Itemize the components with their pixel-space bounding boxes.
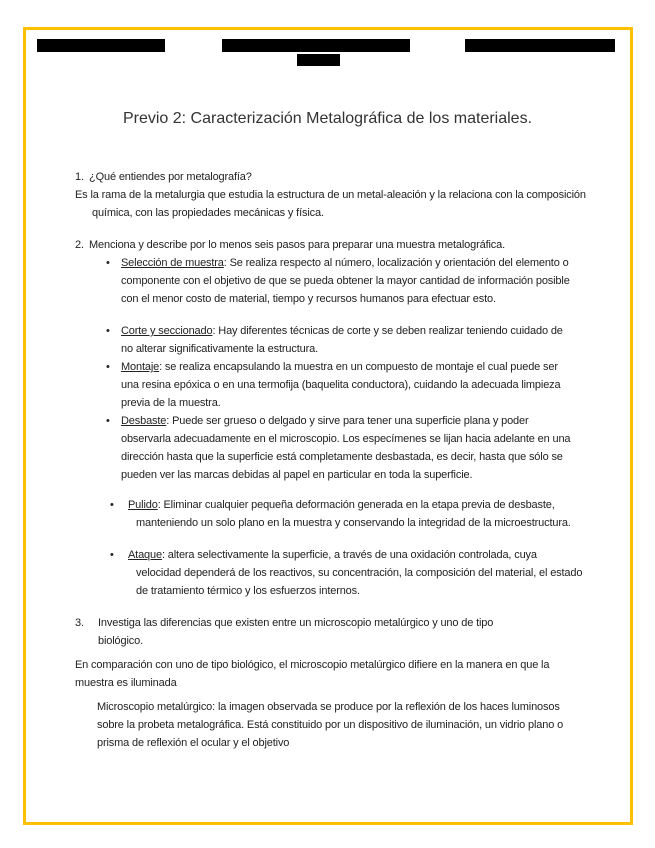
list-item — [128, 546, 584, 600]
q1-number: 1. — [75, 171, 84, 183]
redacted-block — [465, 39, 615, 52]
bullet-icon: • — [106, 325, 110, 337]
q1-question: ¿Qué entiendes por metalografía? — [89, 171, 252, 183]
q3-answer: En comparación con uno de tipo biológico, el microscopio metalúrgico difiere en la manera en que la muestra es iluminada — [75, 659, 550, 689]
list-item — [128, 496, 584, 532]
q2-question: Menciona y describe por lo menos seis pasos para preparar una muestra metalográfica. — [89, 239, 506, 251]
step-term: Ataque — [128, 549, 162, 561]
redacted-block — [37, 39, 165, 52]
step-term: Corte y seccionado — [121, 325, 213, 337]
q3-question: Investiga las diferencias que existen entre un microscopio metalúrgico y uno de tipo biológico. — [98, 617, 494, 647]
list-item — [121, 412, 573, 484]
step-text: : Hay diferentes técnicas de corte y se deben realizar teniendo cuidado de no alterar significativamente la estructura. — [121, 325, 563, 355]
q1-answer: Es la rama de la metalurgia que estudia la estructura de un metal-aleación y la relaciona con la composición química, con las propiedades mecánicas y física. — [75, 189, 586, 219]
bullet-icon: • — [106, 361, 110, 373]
bullet-icon: • — [106, 415, 110, 427]
step-text: : se realiza encapsulando la muestra en un compuesto de montaje el cual puede ser una resina epóxica o en una termofija (baquelita conductora), cuidando la adecuada limpieza previa de la muestra. — [121, 361, 561, 409]
q3-number: 3. — [75, 617, 84, 629]
bullet-icon: • — [110, 549, 114, 561]
step-text: : Se realiza respecto al número, localización y orientación del elemento o componente con el objetivo de que se pueda obtener la mayor cantidad de información posible con el menor costo de material, tiempo y recursos humanos para efectuar esto. — [121, 257, 570, 305]
redacted-block — [297, 54, 340, 66]
step-text: : Puede ser grueso o delgado y sirve para tener una superficie plana y poder observarla adecuadamente en el microscopio. Los especímenes se lijan hacia adelante en una dirección hasta que la superficie está completamente desbastada, es decir, hasta que sólo se pueden ver las marcas debidas al papel en particular en toda la superficie. — [121, 415, 571, 481]
step-term: Desbaste — [121, 415, 167, 427]
redacted-block — [222, 39, 410, 52]
list-item — [121, 322, 571, 358]
document-title: Previo 2: Caracterización Metalográfica de los materiales. — [122, 110, 533, 127]
q3-detail: Microscopio metalúrgico: la imagen observada se produce por la reflexión de los haces luminosos sobre la probeta metalográfica. Está constituido por un dispositivo de iluminación, un vidrio plano o prisma de reflexión el ocular y el objetivo — [97, 701, 564, 749]
list-item — [121, 254, 571, 308]
step-term: Montaje — [121, 361, 160, 373]
step-term: Selección de muestra — [121, 257, 224, 269]
bullet-icon: • — [106, 257, 110, 269]
list-item — [121, 358, 571, 412]
bullet-icon: • — [110, 499, 114, 511]
step-text: : altera selectivamente la superficie, a través de una oxidación controlada, cuya velocidad dependerá de los reactivos, su concentración, la composición del material, el estado de tratamiento térmico y los esfuerzos internos. — [136, 549, 583, 597]
q2-number: 2. — [75, 239, 84, 251]
step-text: : Eliminar cualquier pequeña deformación generada en la etapa previa de desbaste, manteniendo un solo plano en la muestra y conservando la integridad de la microestructura. — [136, 499, 571, 529]
step-term: Pulido — [128, 499, 158, 511]
